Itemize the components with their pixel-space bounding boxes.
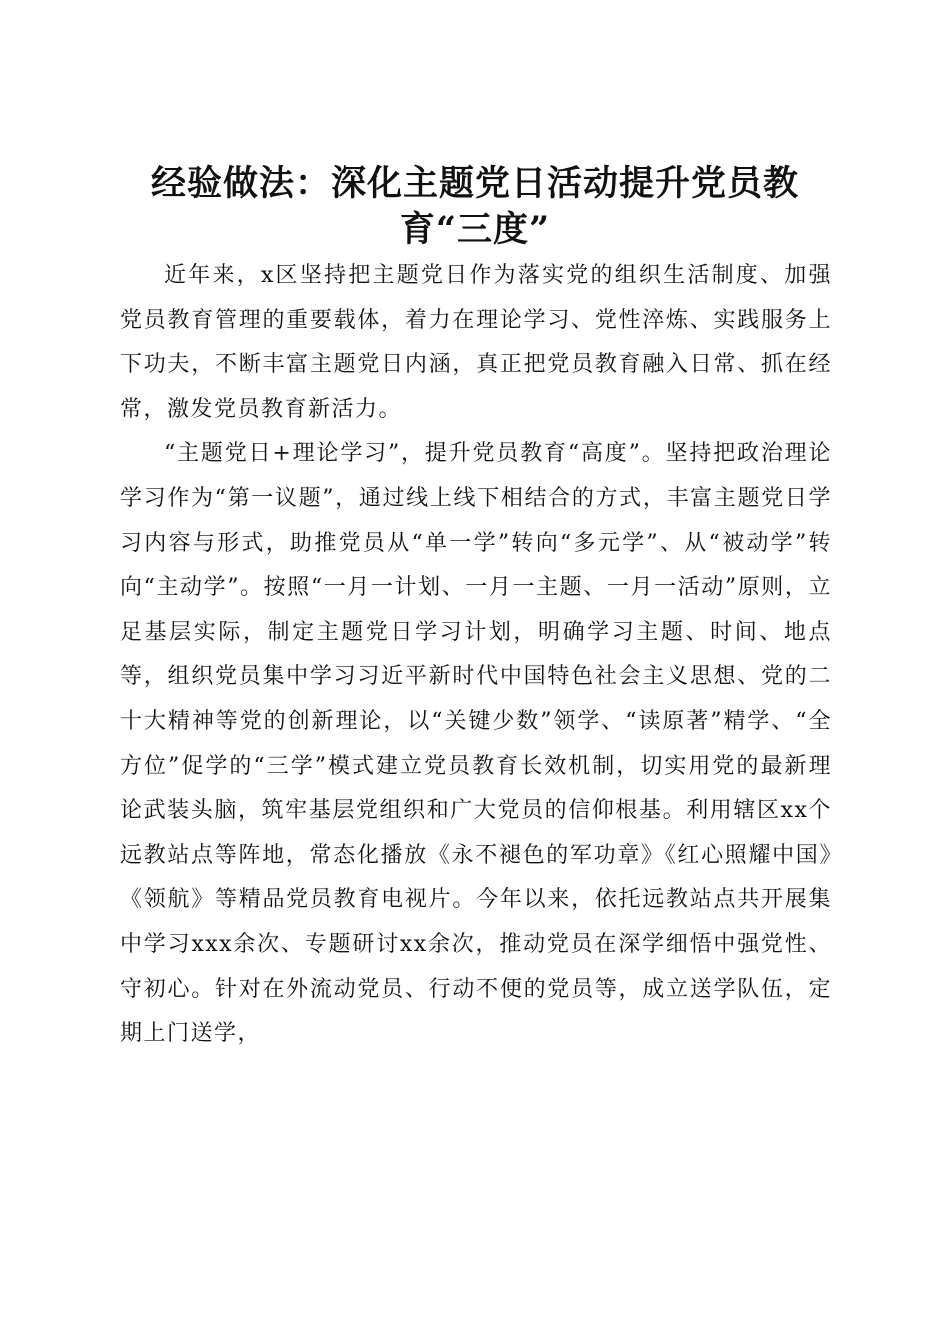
- document-title: [120, 161, 830, 253]
- paragraph-theory-study: “主题党日+理论学习”，提升党员教育“高度”。坚持把政治理论学习作为“第一议题”，通过线上线下相结合的方式，丰富主题党日学习内容与形式，助推党员从“单一学”转向“多元学”、从“被动学”转向“主动学”。按照“一月一计划、一月一主题、一月一活动”原则，立足基层实际，制定主题党日学习计划，明确学习主题、时间、地点等，组织党员集中学习习近平新时代中国特色社会主义思想、党的二十大精神等党的创新理论，以“关键少数”领学、“读原著”精学、“全方位”促学的“三学”模式建立党员教育长效机制，切实用党的最新理论武装头脑，筑牢基层党组织和广大党员的信仰根基。利用辖区xx个远教站点等阵地，常态化播放《永不褪色的军功章》《红心照耀中国》《领航》等精品党员教育电视片。今年以来，依托远教站点共开展集中学习xxx余次、专题研讨xx余次，推动党员在深学细悟中强党性、守初心。针对在外流动党员、行动不便的党员等，成立送学队伍，定期上门送学，: [120, 441, 832, 1047]
- title-line-2: 育“三度”: [399, 209, 551, 251]
- title-line-1: 经验做法：深化主题党日活动提升党员教: [150, 163, 799, 205]
- document-body: [120, 254, 832, 1057]
- paragraph-intro: 近年来，x区坚持把主题党日作为落实党的组织生活制度、加强党员教育管理的重要载体，着力在理论学习、党性淬炼、实践服务上下功夫，不断丰富主题党日内涵，真正把党员教育融入日常、抓在经常，激发党员教育新活力。: [120, 263, 832, 422]
